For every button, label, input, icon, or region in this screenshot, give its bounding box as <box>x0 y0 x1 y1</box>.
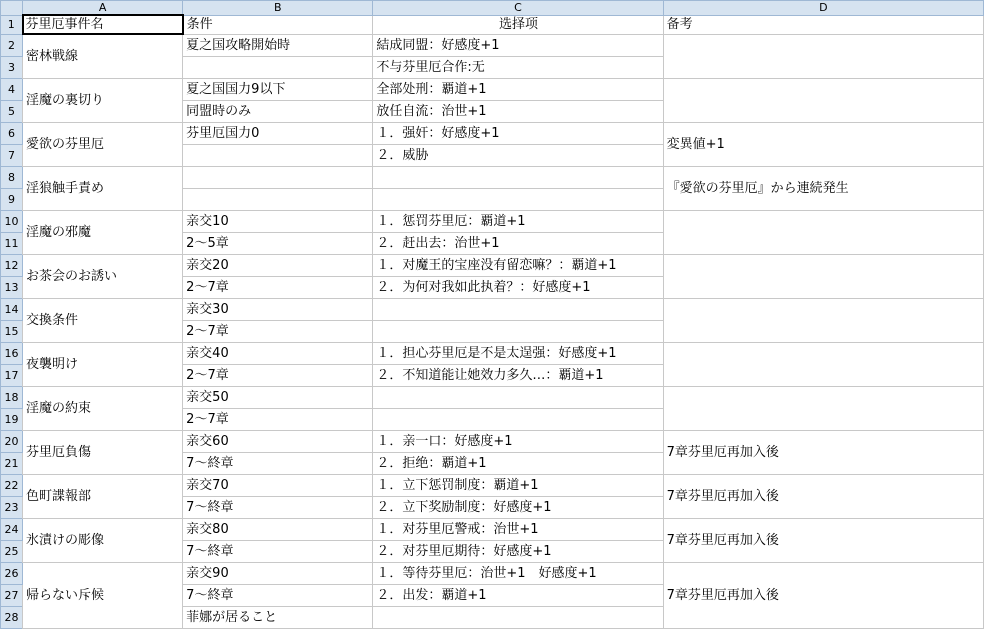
condition-cell[interactable]: 菲娜が居ること <box>183 606 373 628</box>
note-cell[interactable]: 変異値+1 <box>663 122 983 166</box>
row-header-16[interactable]: 16 <box>1 342 23 364</box>
event-name-cell[interactable]: 帰らない斥候 <box>23 562 183 628</box>
table-row[interactable] <box>1 298 984 320</box>
header-cell-c[interactable]: 选择项 <box>373 15 663 34</box>
row-header-1[interactable]: 1 <box>1 15 23 34</box>
condition-cell[interactable]: 7〜終章 <box>183 496 373 518</box>
table-row[interactable] <box>1 15 984 34</box>
row-header-28[interactable]: 28 <box>1 606 23 628</box>
note-cell[interactable] <box>663 78 983 122</box>
row-header-21[interactable]: 21 <box>1 452 23 474</box>
event-name-cell[interactable]: 密林戦線 <box>23 34 183 78</box>
option-cell[interactable] <box>373 606 663 628</box>
option-cell[interactable]: ２．为何对我如此执着？：好感度+1 <box>373 276 663 298</box>
option-cell[interactable]: １．强奸：好感度+1 <box>373 122 663 144</box>
row-header-24[interactable]: 24 <box>1 518 23 540</box>
table-row[interactable] <box>1 78 984 100</box>
option-cell[interactable] <box>373 298 663 320</box>
row-header-17[interactable]: 17 <box>1 364 23 386</box>
event-name-cell[interactable]: 芬里厄負傷 <box>23 430 183 474</box>
row-header-22[interactable]: 22 <box>1 474 23 496</box>
option-cell[interactable] <box>373 408 663 430</box>
condition-cell[interactable]: 亲交60 <box>183 430 373 452</box>
condition-cell[interactable]: 2〜7章 <box>183 276 373 298</box>
event-name-cell[interactable]: 色町諜報部 <box>23 474 183 518</box>
row-header-6[interactable]: 6 <box>1 122 23 144</box>
condition-cell[interactable]: 亲交20 <box>183 254 373 276</box>
table-row[interactable] <box>1 34 984 56</box>
event-name-cell[interactable]: 交換条件 <box>23 298 183 342</box>
note-cell[interactable]: 7章芬里厄再加入後 <box>663 518 983 562</box>
option-cell[interactable] <box>373 386 663 408</box>
row-header-26[interactable]: 26 <box>1 562 23 584</box>
table-row[interactable] <box>1 210 984 232</box>
row-header-23[interactable]: 23 <box>1 496 23 518</box>
row-header-5[interactable]: 5 <box>1 100 23 122</box>
note-cell[interactable]: 7章芬里厄再加入後 <box>663 474 983 518</box>
option-cell[interactable]: ２．对芬里厄期待：好感度+1 <box>373 540 663 562</box>
note-cell[interactable] <box>663 210 983 254</box>
table-row[interactable] <box>1 122 984 144</box>
row-header-9[interactable]: 9 <box>1 188 23 210</box>
option-cell[interactable]: ２．赶出去：治世+1 <box>373 232 663 254</box>
option-cell[interactable] <box>373 320 663 342</box>
condition-cell[interactable] <box>183 56 373 78</box>
condition-cell[interactable]: 亲交10 <box>183 210 373 232</box>
option-cell[interactable]: 放任自流：治世+1 <box>373 100 663 122</box>
row-header-11[interactable]: 11 <box>1 232 23 254</box>
option-cell[interactable]: １．对芬里厄警戒：治世+1 <box>373 518 663 540</box>
note-cell[interactable] <box>663 386 983 430</box>
condition-cell[interactable]: 亲交80 <box>183 518 373 540</box>
condition-cell[interactable]: 同盟時のみ <box>183 100 373 122</box>
event-name-cell[interactable]: 氷漬けの彫像 <box>23 518 183 562</box>
condition-cell[interactable] <box>183 144 373 166</box>
row-header-27[interactable]: 27 <box>1 584 23 606</box>
condition-cell[interactable]: 2〜7章 <box>183 364 373 386</box>
row-header-25[interactable]: 25 <box>1 540 23 562</box>
option-cell[interactable]: ２．不知道能让她效力多久…：覇道+1 <box>373 364 663 386</box>
condition-cell[interactable]: 夏之国国力9以下 <box>183 78 373 100</box>
table-row[interactable] <box>1 562 984 584</box>
event-name-cell[interactable]: 淫魔の裏切り <box>23 78 183 122</box>
option-cell[interactable]: ２．拒绝：覇道+1 <box>373 452 663 474</box>
condition-cell[interactable]: 亲交30 <box>183 298 373 320</box>
table-row[interactable] <box>1 166 984 188</box>
condition-cell[interactable]: 2〜7章 <box>183 320 373 342</box>
condition-cell[interactable] <box>183 166 373 188</box>
condition-cell[interactable]: 亲交70 <box>183 474 373 496</box>
condition-cell[interactable]: 2〜7章 <box>183 408 373 430</box>
condition-cell[interactable]: 亲交90 <box>183 562 373 584</box>
option-cell[interactable]: ２．威胁 <box>373 144 663 166</box>
column-header-b[interactable]: B <box>183 1 373 16</box>
note-cell[interactable] <box>663 298 983 342</box>
column-header-c[interactable]: C <box>373 1 663 16</box>
option-cell[interactable]: ２．出发：覇道+1 <box>373 584 663 606</box>
select-all-corner[interactable] <box>1 1 23 16</box>
header-cell-d[interactable]: 备考 <box>663 15 983 34</box>
condition-cell[interactable] <box>183 188 373 210</box>
event-name-cell[interactable]: 夜襲明け <box>23 342 183 386</box>
row-header-12[interactable]: 12 <box>1 254 23 276</box>
condition-cell[interactable]: 2〜5章 <box>183 232 373 254</box>
note-cell[interactable]: 7章芬里厄再加入後 <box>663 562 983 628</box>
condition-cell[interactable]: 7〜終章 <box>183 584 373 606</box>
row-header-2[interactable]: 2 <box>1 34 23 56</box>
header-cell-b[interactable]: 条件 <box>183 15 373 34</box>
event-name-cell[interactable]: 淫狼触手責め <box>23 166 183 210</box>
option-cell[interactable]: 不与芬里厄合作:无 <box>373 56 663 78</box>
table-row[interactable] <box>1 342 984 364</box>
condition-cell[interactable]: 芬里厄国力0 <box>183 122 373 144</box>
row-header-10[interactable]: 10 <box>1 210 23 232</box>
row-header-3[interactable]: 3 <box>1 56 23 78</box>
column-header-d[interactable]: D <box>663 1 983 16</box>
option-cell[interactable]: ２．立下奖励制度：好感度+1 <box>373 496 663 518</box>
option-cell[interactable]: １．惩罚芬里厄：覇道+1 <box>373 210 663 232</box>
row-header-13[interactable]: 13 <box>1 276 23 298</box>
row-header-8[interactable]: 8 <box>1 166 23 188</box>
note-cell[interactable] <box>663 342 983 386</box>
table-row[interactable] <box>1 254 984 276</box>
table-row[interactable] <box>1 518 984 540</box>
row-header-18[interactable]: 18 <box>1 386 23 408</box>
note-cell[interactable] <box>663 254 983 298</box>
row-header-19[interactable]: 19 <box>1 408 23 430</box>
row-header-15[interactable]: 15 <box>1 320 23 342</box>
option-cell[interactable]: 全部处刑：覇道+1 <box>373 78 663 100</box>
event-name-cell[interactable]: お茶会のお誘い <box>23 254 183 298</box>
note-cell[interactable]: 7章芬里厄再加入後 <box>663 430 983 474</box>
option-cell[interactable]: １．等待芬里厄：治世+1 好感度+1 <box>373 562 663 584</box>
column-header-row <box>1 1 984 16</box>
option-cell[interactable]: １．担心芬里厄是不是太逞强：好感度+1 <box>373 342 663 364</box>
table-row[interactable] <box>1 430 984 452</box>
event-name-cell[interactable]: 淫魔の邪魔 <box>23 210 183 254</box>
row-header-4[interactable]: 4 <box>1 78 23 100</box>
option-cell[interactable]: １．对魔王的宝座没有留恋嘛？：覇道+1 <box>373 254 663 276</box>
option-cell[interactable] <box>373 188 663 210</box>
note-cell[interactable] <box>663 34 983 78</box>
row-header-14[interactable]: 14 <box>1 298 23 320</box>
condition-cell[interactable]: 7〜終章 <box>183 452 373 474</box>
option-cell[interactable]: １．亲一口：好感度+1 <box>373 430 663 452</box>
note-cell[interactable]: 『愛欲の芬里厄』から連続発生 <box>663 166 983 210</box>
header-cell-a[interactable]: 芬里厄事件名 <box>23 15 183 34</box>
row-header-20[interactable]: 20 <box>1 430 23 452</box>
condition-cell[interactable]: 7〜終章 <box>183 540 373 562</box>
table-row[interactable] <box>1 474 984 496</box>
table-row[interactable] <box>1 386 984 408</box>
option-cell[interactable] <box>373 166 663 188</box>
condition-cell[interactable]: 夏之国攻略開始時 <box>183 34 373 56</box>
condition-cell[interactable]: 亲交40 <box>183 342 373 364</box>
condition-cell[interactable]: 亲交50 <box>183 386 373 408</box>
option-cell[interactable]: 結成同盟：好感度+1 <box>373 34 663 56</box>
row-header-7[interactable]: 7 <box>1 144 23 166</box>
column-header-a[interactable]: A <box>23 1 183 16</box>
event-name-cell[interactable]: 淫魔の約束 <box>23 386 183 430</box>
option-cell[interactable]: １．立下惩罚制度：覇道+1 <box>373 474 663 496</box>
event-name-cell[interactable]: 愛欲の芬里厄 <box>23 122 183 166</box>
